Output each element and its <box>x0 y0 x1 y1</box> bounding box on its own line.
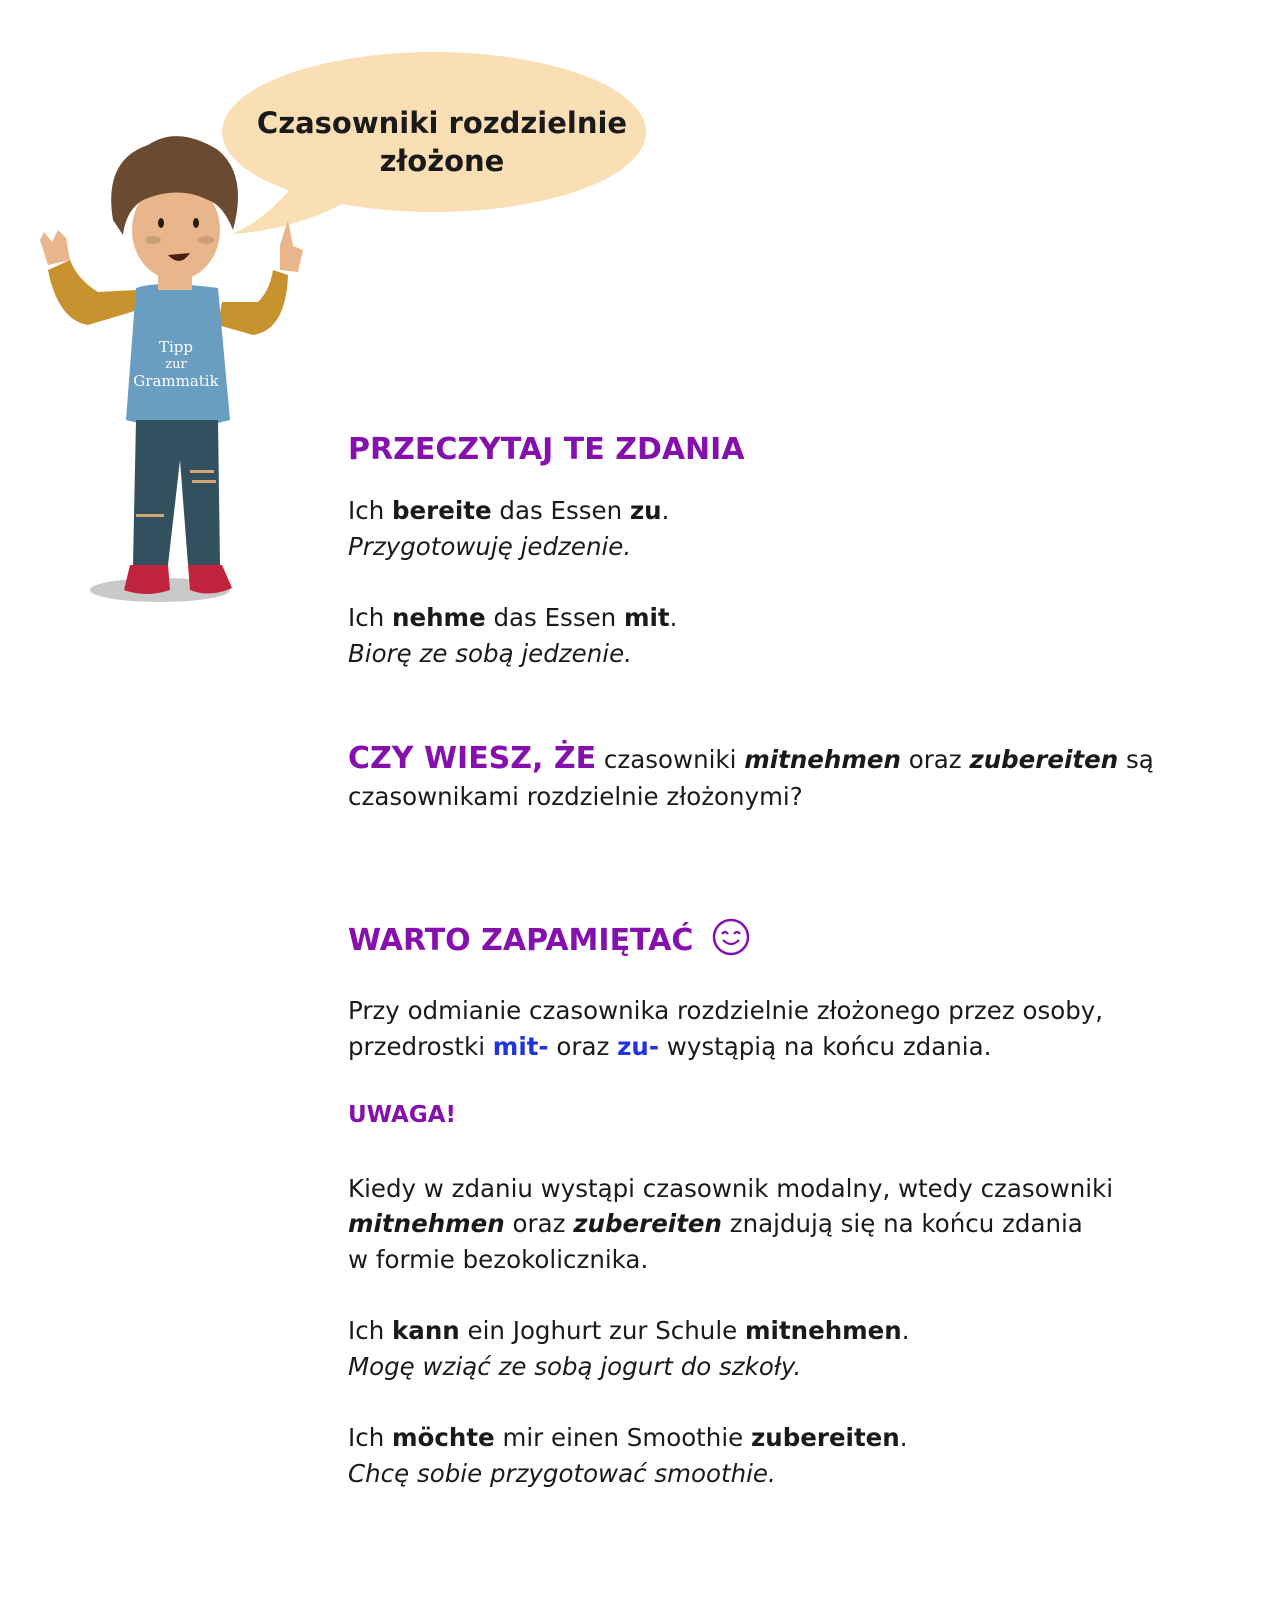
section-heading-did-you-know: CZY WIESZ, ŻE <box>348 741 597 776</box>
note-line-1: Kiedy w zdaniu wystąpi czasownik modalny, wtedy czasowniki <box>348 1174 1114 1203</box>
section-heading-remember: WARTO ZAPAMIĘTAĆ <box>348 918 750 964</box>
svg-text:zur: zur <box>165 357 187 372</box>
warning-heading: UWAGA! <box>348 1102 456 1128</box>
jeans <box>133 420 220 565</box>
section-heading-read: PRZECZYTAJ TE ZDANIA <box>348 432 745 467</box>
left-sleeve <box>48 260 138 325</box>
example-translation-4: Chcę sobie przygotować smoothie. <box>348 1459 776 1488</box>
right-shoe <box>188 565 232 594</box>
left-shoe <box>124 565 170 594</box>
character-illustration <box>18 120 328 620</box>
svg-text:Tipp: Tipp <box>158 338 194 356</box>
svg-text:Grammatik: Grammatik <box>133 372 219 390</box>
example-sentence-3: Ich kann ein Joghurt zur Schule mitnehmen. <box>348 1316 910 1345</box>
left-hand <box>40 230 70 265</box>
example-sentence-2: Ich nehme das Essen mit. <box>348 603 678 632</box>
prefix-zu: zu- <box>617 1032 659 1061</box>
right-hand <box>280 220 303 272</box>
example-translation-1: Przygotowuję jedzenie. <box>348 532 632 561</box>
did-you-know-paragraph: CZY WIESZ, ŻE czasowniki mitnehmen oraz zubereiten są <box>348 741 1154 776</box>
example-sentence-4: Ich möchte mir einen Smoothie zubereiten. <box>348 1423 908 1452</box>
example-translation-2: Biorę ze sobą jedzenie. <box>348 639 632 668</box>
rule-line-1: Przy odmianie czasownika rozdzielnie złożonego przez osoby, <box>348 996 1104 1025</box>
bubble-title-line2: złożone <box>379 144 505 178</box>
example-sentence-1: Ich bereite das Essen zu. <box>348 496 670 525</box>
prefix-mit: mit- <box>492 1032 549 1061</box>
smiling-face-icon <box>712 918 750 964</box>
right-sleeve <box>218 270 288 335</box>
bubble-title-line1: Czasowniki rozdzielnie <box>256 106 628 140</box>
rule-line-2: przedrostki mit- oraz zu- wystąpią na końcu zdania. <box>348 1032 992 1061</box>
example-translation-3: Mogę wziąć ze sobą jogurt do szkoły. <box>348 1352 802 1381</box>
note-line-2: mitnehmen oraz zubereiten znajdują się na końcu zdania <box>348 1209 1083 1238</box>
did-you-know-line2: czasownikami rozdzielnie złożonymi? <box>348 782 803 811</box>
note-line-3: w formie bezokolicznika. <box>348 1245 649 1274</box>
